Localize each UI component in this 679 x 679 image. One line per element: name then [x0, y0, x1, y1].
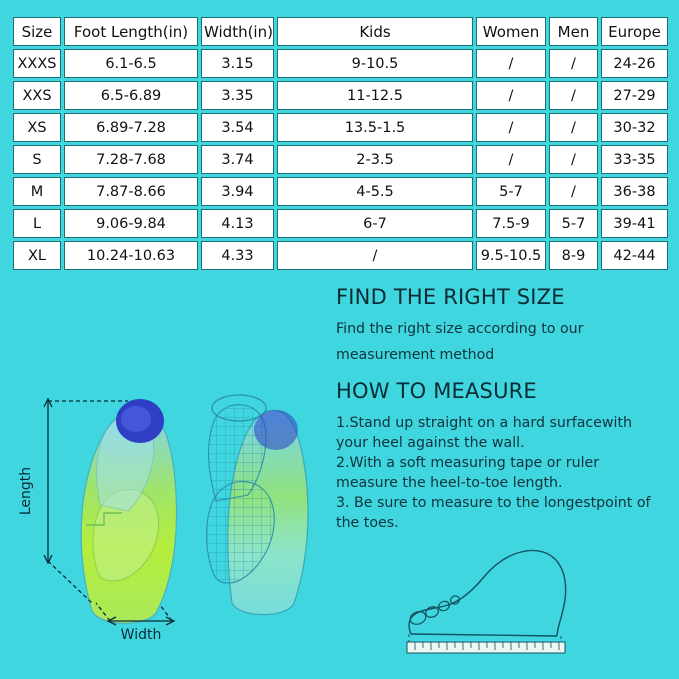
cell-foot-length: 10.24-10.63: [64, 241, 198, 270]
cell-men: 8-9: [549, 241, 598, 270]
fins-svg: [0, 273, 336, 662]
table-row: [13, 209, 668, 238]
cell-size: XS: [13, 113, 61, 142]
cell-size: S: [13, 145, 61, 174]
cell-foot-length: 6.1-6.5: [64, 49, 198, 78]
cell-foot-length: 7.87-8.66: [64, 177, 198, 206]
cell-kids: 2-3.5: [277, 145, 473, 174]
cell-width: 3.15: [201, 49, 274, 78]
ruler: [407, 642, 565, 653]
table-row: [13, 177, 668, 206]
column-header-men: Men: [549, 17, 598, 46]
cell-men: /: [549, 113, 598, 142]
table-row: [13, 49, 668, 78]
cell-europe: 24-26: [601, 49, 668, 78]
cell-europe: 27-29: [601, 81, 668, 110]
cell-women: /: [476, 113, 546, 142]
cell-foot-length: 7.28-7.68: [64, 145, 198, 174]
column-header-width: Width(in): [201, 17, 274, 46]
cell-width: 4.13: [201, 209, 274, 238]
cell-kids: 11-12.5: [277, 81, 473, 110]
cell-foot-length: 9.06-9.84: [64, 209, 198, 238]
cell-foot-length: 6.5-6.89: [64, 81, 198, 110]
cell-kids: 13.5-1.5: [277, 113, 473, 142]
cell-width: 3.94: [201, 177, 274, 206]
cell-men: /: [549, 145, 598, 174]
fin-back-toe-cap: [254, 410, 298, 450]
foot-outline: [409, 551, 566, 637]
size-table: [10, 14, 671, 273]
cell-size: L: [13, 209, 61, 238]
cell-size: XXXS: [13, 49, 61, 78]
measure-step-1-line1: 1.Stand up straight on a hard surfacewith: [336, 415, 633, 431]
cell-men: /: [549, 177, 598, 206]
column-header-foot-length: Foot Length(in): [64, 17, 198, 46]
cell-women: /: [476, 145, 546, 174]
length-label: Length: [18, 466, 34, 516]
how-to-measure-title: HOW TO MEASURE: [336, 379, 537, 403]
cell-women: 9.5-10.5: [476, 241, 546, 270]
cell-women: 5-7: [476, 177, 546, 206]
measure-step-2-line1: 2.With a soft measuring tape or ruler: [336, 455, 600, 471]
width-label: Width: [120, 627, 162, 643]
cell-size: XXS: [13, 81, 61, 110]
info-panel: [336, 281, 666, 533]
cell-foot-length: 6.89-7.28: [64, 113, 198, 142]
column-header-women: Women: [476, 17, 546, 46]
cell-men: /: [549, 49, 598, 78]
size-table-container: [0, 0, 679, 273]
find-right-size-text-line2: measurement method: [336, 347, 495, 363]
fins-illustration: [0, 273, 336, 662]
cell-kids: /: [277, 241, 473, 270]
table-row: [13, 145, 668, 174]
cell-size: XL: [13, 241, 61, 270]
cell-width: 4.33: [201, 241, 274, 270]
measure-step-3-line1: 3. Be sure to measure to the longestpoint of: [336, 495, 651, 511]
lower-section: [0, 273, 679, 662]
cell-kids: 9-10.5: [277, 49, 473, 78]
cell-europe: 33-35: [601, 145, 668, 174]
column-header-europe: Europe: [601, 17, 668, 46]
measure-steps: [336, 413, 656, 533]
cell-europe: 36-38: [601, 177, 668, 206]
cell-width: 3.54: [201, 113, 274, 142]
table-row: [13, 241, 668, 270]
cell-size: M: [13, 177, 61, 206]
foot-measure-diagram: [371, 538, 671, 658]
cell-women: 7.5-9: [476, 209, 546, 238]
table-row: [13, 81, 668, 110]
foot-diagram-svg: [371, 538, 671, 658]
cell-men: 5-7: [549, 209, 598, 238]
cell-width: 3.74: [201, 145, 274, 174]
fin-front-toe-cap: [116, 399, 164, 443]
cell-kids: 6-7: [277, 209, 473, 238]
column-header-size: Size: [13, 17, 61, 46]
cell-women: /: [476, 49, 546, 78]
cell-europe: 42-44: [601, 241, 668, 270]
column-header-kids: Kids: [277, 17, 473, 46]
measure-step-2-line2: measure the heel-to-toe length.: [336, 475, 563, 491]
find-right-size-text-line1: Find the right size according to our: [336, 321, 584, 337]
cell-kids: 4-5.5: [277, 177, 473, 206]
measure-step-1-line2: your heel against the wall.: [336, 435, 525, 451]
cell-women: /: [476, 81, 546, 110]
cell-width: 3.35: [201, 81, 274, 110]
cell-men: /: [549, 81, 598, 110]
cell-europe: 39-41: [601, 209, 668, 238]
find-right-size-title: FIND THE RIGHT SIZE: [336, 285, 565, 309]
table-header-row: [13, 17, 668, 46]
cell-europe: 30-32: [601, 113, 668, 142]
table-row: [13, 113, 668, 142]
measure-step-3-line2: the toes.: [336, 515, 399, 531]
toes: [408, 594, 460, 626]
